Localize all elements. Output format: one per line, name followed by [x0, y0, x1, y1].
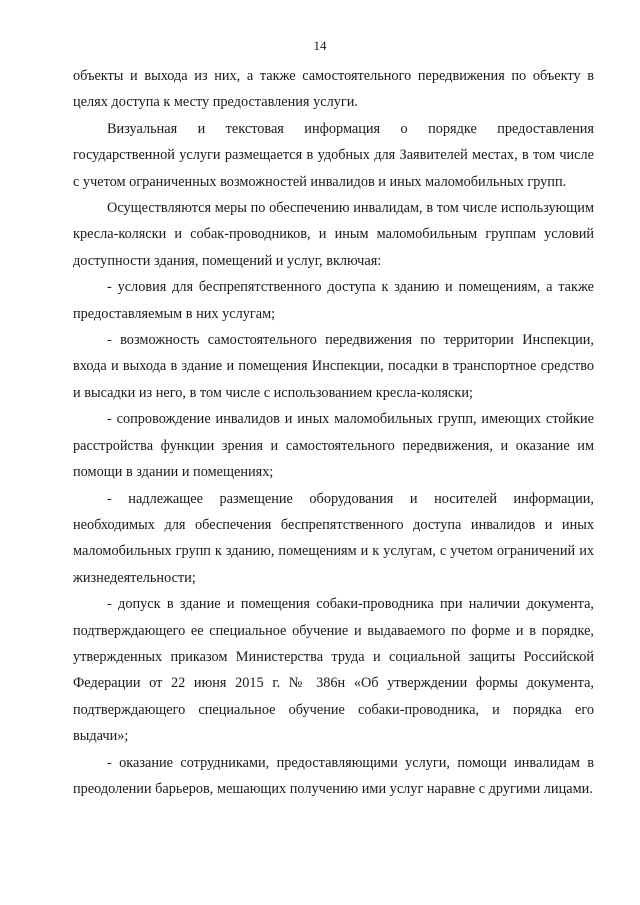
- list-item: - условия для беспрепятственного доступа к зданию и помещениям, а также предоставляемым в них услугам;: [73, 279, 594, 322]
- paragraph: Визуальная и текстовая информация о порядке предоставления государственной услуги размещается в удобных для Заявителей местах, в том числе с учетом ограниченных возможностей инвалидов и иных маломобильных групп.: [73, 120, 594, 190]
- document-body: [73, 63, 594, 802]
- paragraph: объекты и выхода из них, а также самостоятельного передвижения по объекту в целях доступа к месту предоставления услуги.: [73, 68, 594, 111]
- list-item: - сопровождение инвалидов и иных маломобильных групп, имеющих стойкие расстройства функции зрения и самостоятельного передвижения, и оказание им помощи в здании и помещениях;: [73, 411, 594, 481]
- page-number: 14: [313, 38, 327, 53]
- list-item: - надлежащее размещение оборудования и носителей информации, необходимых для обеспечения беспрепятственного доступа инвалидов и иных маломобильных групп к зданию, помещениям и к услугам, с учетом ограничений их жизнедеятельности;: [73, 490, 594, 586]
- list-item: - возможность самостоятельного передвижения по территории Инспекции, входа и выхода в здание и помещения Инспекции, посадки в транспортное средство и высадки из него, в том числе с использованием кресла-коляски;: [73, 332, 594, 401]
- list-item: - допуск в здание и помещения собаки-проводника при наличии документа, подтверждающего ее специальное обучение и выдаваемого по форме и в порядке, утвержденных приказом Министерства труда и социальной защиты Российской Федерации от 22 июня 2015 г. № 386н «Об утверждении формы документа, подтверждающего специальное обучение собаки-проводника, и порядка его выдачи»;: [73, 596, 594, 745]
- list-item: - оказание сотрудниками, предоставляющими услуги, помощи инвалидам в преодолении барьеров, мешающих получению ими услуг наравне с другими лицами.: [73, 754, 594, 797]
- paragraph: Осуществляются меры по обеспечению инвалидам, в том числе использующим кресла-коляски и собак-проводников, и иным маломобильным группам условий доступности здания, помещений и услуг, включая:: [73, 200, 594, 269]
